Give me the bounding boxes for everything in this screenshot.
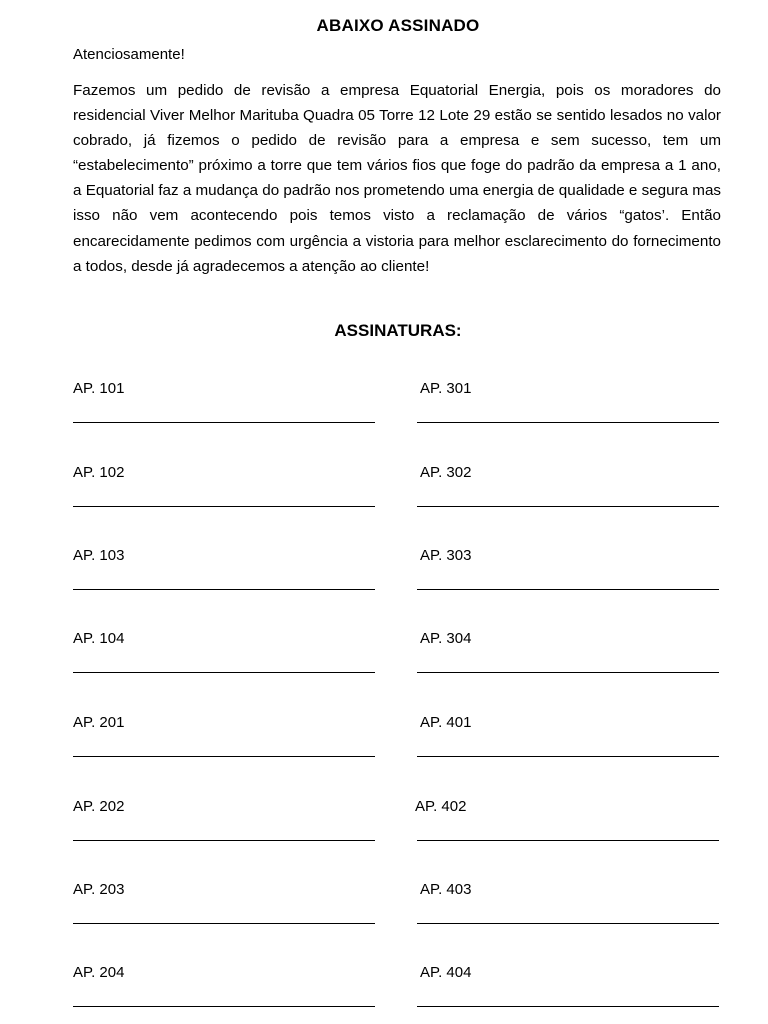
signature-line: [417, 422, 719, 423]
apartment-label: AP. 303: [420, 547, 472, 564]
signature-block: [417, 380, 719, 440]
signature-block: [73, 464, 375, 524]
document-title: ABAIXO ASSINADO: [316, 16, 480, 35]
signature-block: [417, 798, 719, 858]
signature-line: [417, 840, 719, 841]
apartment-label: AP. 302: [420, 464, 472, 481]
apartment-label: AP. 102: [73, 464, 125, 481]
signature-line: [73, 422, 375, 423]
signature-line: [73, 756, 375, 757]
signature-line: [73, 589, 375, 590]
signature-line: [73, 506, 375, 507]
greeting-text: Atenciosamente!: [73, 46, 185, 63]
apartment-label: AP. 403: [420, 881, 472, 898]
signature-block: [417, 630, 719, 690]
signature-block: [73, 964, 375, 1024]
signature-block: [417, 464, 719, 524]
signature-block: [73, 547, 375, 607]
signature-line: [73, 923, 375, 924]
signature-block: [417, 547, 719, 607]
signature-block: [417, 964, 719, 1024]
signature-block: [417, 714, 719, 774]
signature-line: [417, 756, 719, 757]
apartment-label: AP. 203: [73, 881, 125, 898]
apartment-label: AP. 201: [73, 714, 125, 731]
signature-line: [417, 1006, 719, 1007]
petition-body: Fazemos um pedido de revisão a empresa Equatorial Energia, pois os moradores do residencial Viver Melhor Marituba Quadra 05 Torre 12 Lote 29 estão se sentido lesados no valor cobrado, já fizemos o pedido de revisão para a empresa e sem sucesso, tem um “estabelecimento” próximo a torre que tem vários fios que foge do padrão da empresa a 1 ano, a Equatorial faz a mudança do padrão nos prometendo uma energia de qualidade e segura mas isso não vem acontecendo pois temos visto a reclamação de vários “gatos’. Então encarecidamente pedimos com urgência a vistoria para melhor esclarecimento do fornecimento a todos, desde já agradecemos a atenção ao cliente!: [73, 82, 721, 275]
signature-line: [73, 840, 375, 841]
signatures-heading: ASSINATURAS:: [334, 321, 462, 340]
apartment-label: AP. 404: [420, 964, 472, 981]
apartment-label: AP. 402: [415, 798, 467, 815]
signature-block: [73, 798, 375, 858]
apartment-label: AP. 401: [420, 714, 472, 731]
apartment-label: AP. 204: [73, 964, 125, 981]
apartment-label: AP. 304: [420, 630, 472, 647]
apartment-label: AP. 103: [73, 547, 125, 564]
signature-line: [73, 672, 375, 673]
signature-line: [73, 1006, 375, 1007]
apartment-label: AP. 301: [420, 380, 472, 397]
apartment-label: AP. 101: [73, 380, 125, 397]
apartment-label: AP. 104: [73, 630, 125, 647]
signature-block: [73, 380, 375, 440]
signature-line: [417, 589, 719, 590]
signature-line: [417, 672, 719, 673]
signature-block: [73, 630, 375, 690]
signature-block: [417, 881, 719, 941]
signature-line: [417, 923, 719, 924]
apartment-label: AP. 202: [73, 798, 125, 815]
signature-block: [73, 881, 375, 941]
signature-line: [417, 506, 719, 507]
signature-block: [73, 714, 375, 774]
